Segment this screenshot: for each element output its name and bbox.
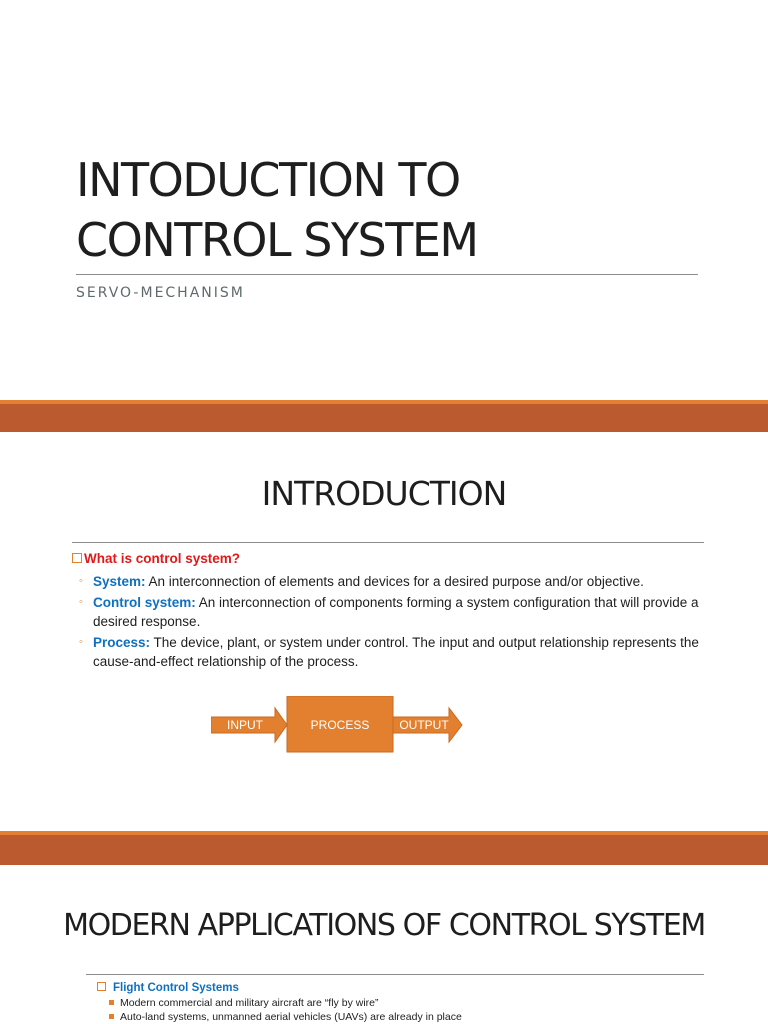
- circle-bullet-icon: ◦: [79, 636, 83, 648]
- application-bullet-list: [108, 996, 708, 1024]
- list-item: [108, 1010, 708, 1024]
- list-item: [108, 996, 708, 1010]
- slide-title: [76, 150, 478, 270]
- definition-item-control-system: [79, 593, 699, 631]
- definition-term: Process:: [93, 635, 151, 650]
- flight-control-heading: [97, 982, 239, 994]
- definition-text: The device, plant, or system under control. The input and output relationship represents the cause-and-effect relationship of the process.: [93, 635, 699, 669]
- definition-text: An interconnection of components forming a system configuration that will provide a desired response.: [93, 595, 699, 629]
- applications-title: MODERN APPLICATIONS OF CONTROL SYSTEM: [63, 908, 705, 943]
- output-label: OUTPUT: [399, 718, 449, 732]
- title-slide: [0, 0, 768, 400]
- question-heading: [72, 551, 240, 566]
- definition-item-system: [79, 572, 699, 591]
- square-bullet-icon: [109, 1000, 114, 1005]
- title-divider: [76, 274, 698, 275]
- definition-item-process: [79, 633, 699, 671]
- introduction-title: INTRODUCTION: [261, 474, 507, 513]
- bullet-text: Modern commercial and military aircraft are “fly by wire”: [120, 997, 379, 1009]
- checkbox-square-icon: [97, 982, 106, 991]
- process-flow-diagram: [211, 696, 471, 754]
- process-label: PROCESS: [310, 718, 370, 732]
- definition-term: Control system:: [93, 595, 196, 610]
- checkbox-square-icon: [72, 553, 82, 563]
- circle-bullet-icon: ◦: [79, 575, 83, 587]
- title-line-1: INTODUCTION TO: [76, 153, 460, 207]
- question-text: What is control system?: [84, 551, 241, 566]
- definition-list: [79, 572, 699, 673]
- definition-text: An interconnection of elements and devices for a desired purpose and/or objective.: [145, 574, 644, 589]
- definition-term: System:: [93, 574, 146, 589]
- square-bullet-icon: [109, 1014, 114, 1019]
- input-label: INPUT: [227, 718, 263, 732]
- slide-separator-band: [0, 831, 768, 865]
- introduction-divider: [72, 542, 704, 543]
- slide-subtitle: SERVO-MECHANISM: [76, 285, 245, 301]
- slide-separator-band: [0, 400, 768, 432]
- applications-divider: [86, 974, 704, 975]
- flight-control-text: Flight Control Systems: [113, 982, 239, 994]
- title-line-2: CONTROL SYSTEM: [76, 213, 478, 267]
- circle-bullet-icon: ◦: [79, 596, 83, 608]
- bullet-text: Auto-land systems, unmanned aerial vehicles (UAVs) are already in place: [120, 1011, 462, 1023]
